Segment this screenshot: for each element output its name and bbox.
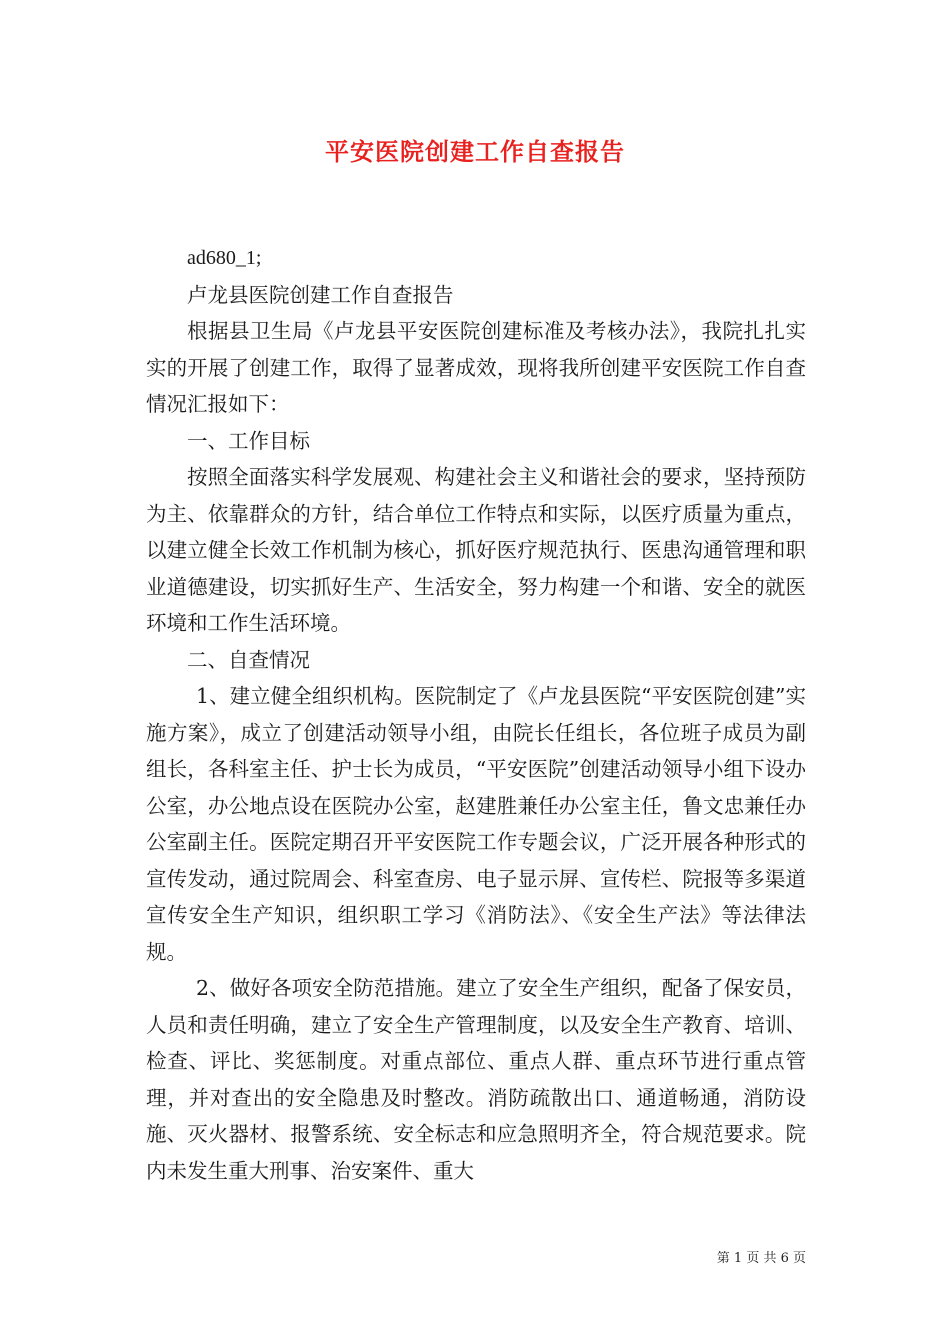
section-heading-goals: 一、工作目标 <box>187 428 310 453</box>
document-code: ad680_1; <box>187 247 262 269</box>
self-check-item-1: 1、建立健全组织机构。医院制定了《卢龙县医院“平安医院创建”实施方案》，成立了创建活动领导小组，由院长任组长，各位班子成员为副组长，各科室主任、护士长为成员，“平安医院”创建活动领导小组下设办公室，办公地点设在医院办公室，赵建胜兼任办公室主任，鲁文忠兼任办公室副主任。医院定期召开平安医院工作专题会议，广泛开展各种形式的宣传发动，通过院周会、科室查房、电子显示屏、宣传栏、院报等多渠道宣传安全生产知识，组织职工学习《消防法》、《安全生产法》等法律法规。 <box>146 684 806 964</box>
self-check-item-2: 2、做好各项安全防范措施。建立了安全生产组织，配备了保安员，人员和责任明确，建立了安全生产管理制度，以及安全生产教育、培训、检查、评比、奖惩制度。对重点部位、重点人群、重点环节进行重点管理，并对查出的安全隐患及时整改。消防疏散出口、通道畅通，消防设施、灭火器材、报警系统、安全标志和应急照明齐全，符合规范要求。院内未发生重大刑事、治安案件、重大 <box>146 976 806 1183</box>
page-number: 第 1 页 共 6 页 <box>716 1251 806 1266</box>
report-subtitle: 卢龙县医院创建工作自查报告 <box>187 282 454 307</box>
intro-paragraph: 根据县卫生局《卢龙县平安医院创建标准及考核办法》，我院扎扎实实的开展了创建工作，取得了显著成效，现将我所创建平安医院工作自查情况汇报如下： <box>146 319 806 416</box>
goals-paragraph: 按照全面落实科学发展观、构建社会主义和谐社会的要求，坚持预防为主、依靠群众的方针，结合单位工作特点和实际，以医疗质量为重点，以建立健全长效工作机制为核心，抓好医疗规范执行、医患沟通管理和职业道德建设，切实抓好生产、生活安全，努力构建一个和谐、安全的就医环境和工作生活环境。 <box>146 465 806 635</box>
document-body <box>146 240 806 1189</box>
document-title: 平安医院创建工作自查报告 <box>325 137 625 166</box>
section-heading-self-check: 二、自查情况 <box>187 647 310 672</box>
